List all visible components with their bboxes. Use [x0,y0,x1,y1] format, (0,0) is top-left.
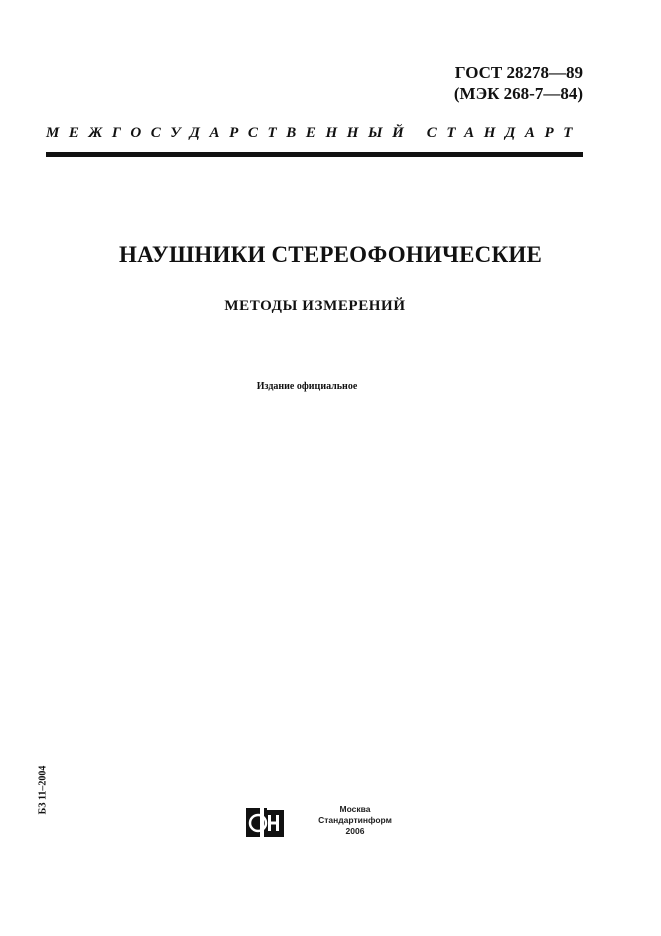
publisher-block [246,804,406,840]
side-code: БЗ 11–2004 [37,765,49,815]
document-number-block [454,62,583,104]
series-label: МЕЖГОСУДАРСТВЕННЫЙ СТАНДАРТ [46,125,583,141]
standartinform-logo-icon [246,804,286,838]
standard-number: ГОСТ 28278—89 [454,63,583,82]
document-title: НАУШНИКИ СТЕРЕОФОНИЧЕСКИЕ [118,242,542,267]
publisher-year: 2006 [345,826,365,836]
edition-note: Издание официальное [256,381,358,392]
publisher-name: Стандартинформ [318,815,392,825]
publisher-imprint [310,804,400,837]
header-rule [46,152,583,157]
iec-number: (МЭК 268-7—84) [453,84,583,103]
publisher-city: Москва [339,804,371,814]
document-subtitle: МЕТОДЫ ИЗМЕРЕНИЙ [224,298,406,314]
